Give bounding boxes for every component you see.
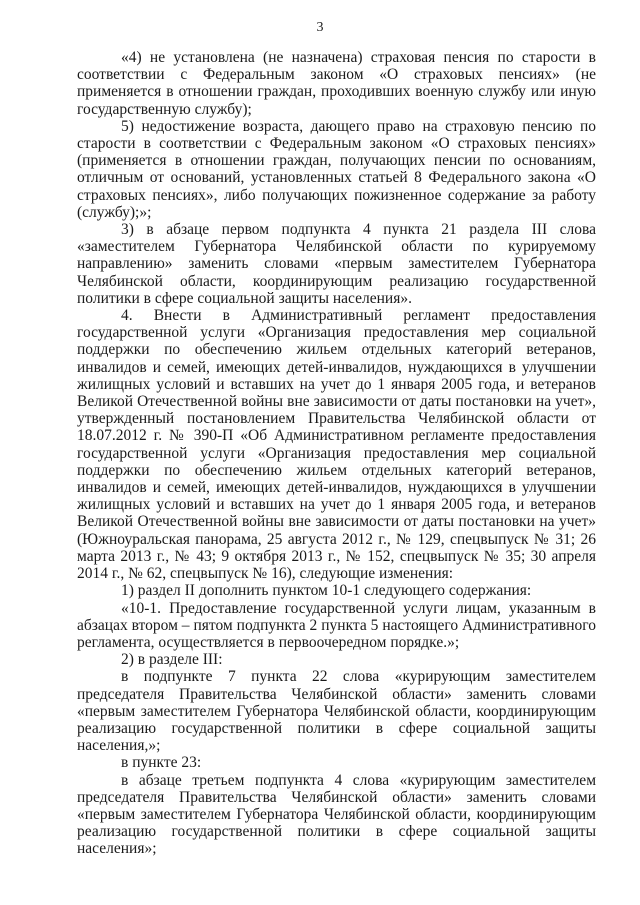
page-number: 3 <box>316 20 324 35</box>
paragraph: 2) в разделе III: <box>121 651 223 669</box>
paragraph: в подпункте 7 пункта 22 слова «курирующим заместителем председателя Правительства Челябинской области» заменить словами «первым заместителем Губернатора Челябинской области, координирующим реализацию государственной политики в сфере социальной защиты населения,»; <box>77 668 596 755</box>
paragraph: «10-1. Предоставление государственной услуги лицам, указанным в абзацах втором – пятом подпункта 2 пункта 5 настоящего Административного регламента, осуществляется в первоочередном порядке.»; <box>77 599 596 651</box>
paragraph: 1) раздел II дополнить пунктом 10-1 следующего содержания: <box>121 582 532 600</box>
paragraph: 5) недостижение возраста, дающего право на страховую пенсию по старости в соответствии с Федеральным законом «О страховых пенсиях» (применяется в отношении граждан, получающих пенсии по основаниям, отличным от оснований, установленных статьей 8 Федерального закона «О страховых пенсиях», либо получающих пожизненное содержание за работу (службу);»; <box>77 117 596 221</box>
document-body <box>77 49 596 858</box>
paragraph: в абзаце третьем подпункта 4 слова «курирующим заместителем председателя Правительства Челябинской области» заменить словами «первым заместителем Губернатора Челябинской области, координирующим реализацию государственной политики в сфере социальной защиты населения»; <box>77 771 596 858</box>
paragraph: 3) в абзаце первом подпункта 4 пункта 21 раздела III слова «заместителем Губернатора Челябинской области по курируемому направлению» заменить словами «первым заместителем Губернатора Челябинской области, координирующим реализацию государственной политики в сфере социальной защиты населения». <box>77 221 596 307</box>
paragraph: «4) не установлена (не назначена) страховая пенсия по старости в соответствии с Федеральным законом «О страховых пенсиях» (не применяется в отношении граждан, проходивших военную службу или иную государственную службу); <box>77 49 596 118</box>
paragraph: 4. Внести в Административный регламент предоставления государственной услуги «Организация предоставления мер социальной поддержки по обеспечению жильем отдельных категорий ветеранов, инвалидов и семей, имеющих детей-инвалидов, нуждающихся в улучшении жилищных условий и вставших на учет до 1 января 2005 года, и ветеранов Великой Отечественной войны вне зависимости от даты постановки на учет», утвержденный постановлением Правительства Челябинской области от 18.07.2012 г. № 390-П «Об Административном регламенте предоставления государственной услуги «Организация предоставления мер социальной поддержки по обеспечению жильем отдельных категорий ветеранов, инвалидов и семей, имеющих детей-инвалидов, нуждающихся в улучшении жилищных условий и вставших на учет до 1 января 2005 года, и ветеранов Великой Отечественной войны вне зависимости от даты постановки на учет» (Южноуральская панорама, 25 августа 2012 г., № 129, спецвыпуск № 31; 26 марта 2013 г., № 43; 9 октября 2013 г., № 152, спецвыпуск № 35; 30 апреля 2014 г., № 62, спецвыпуск № 16), следующие изменения: <box>77 307 596 583</box>
paragraph: в пункте 23: <box>121 754 202 772</box>
